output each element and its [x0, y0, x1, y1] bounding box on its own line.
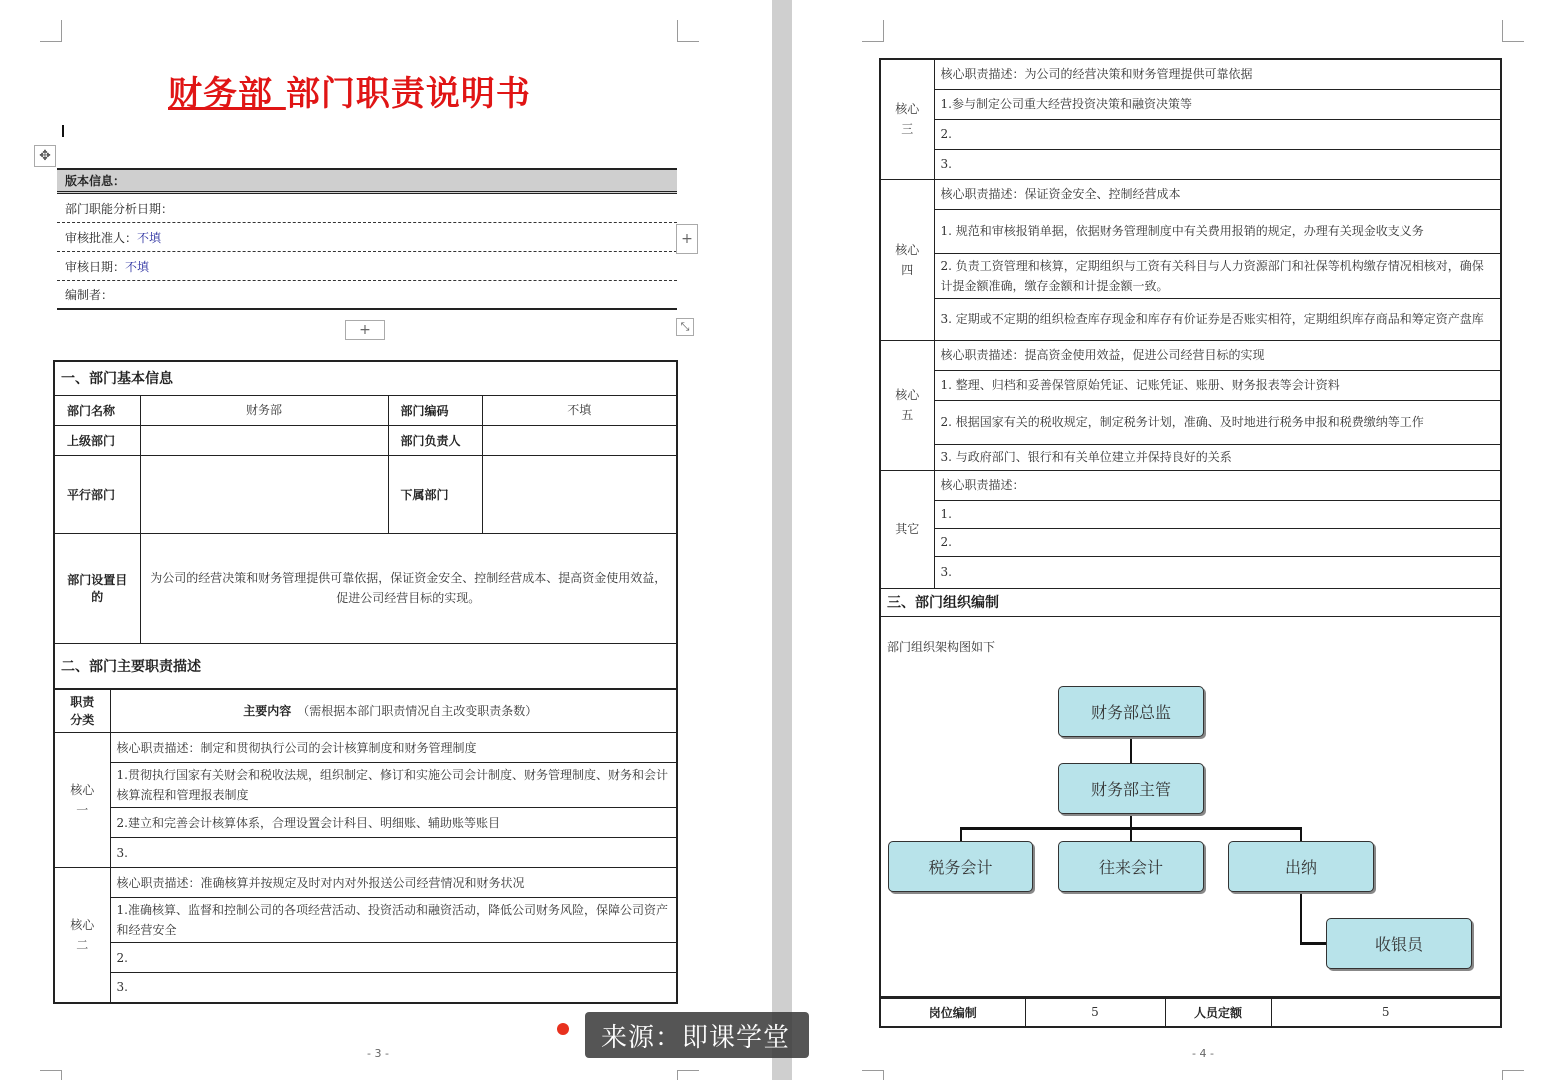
page-number: - 3 -	[367, 1047, 389, 1060]
org-connector	[1300, 827, 1302, 841]
other-item[interactable]: 1.	[934, 500, 1501, 528]
core4-label: 核心四	[880, 179, 934, 340]
crop-mark	[1502, 1070, 1524, 1080]
core1-label: 核心一	[54, 733, 110, 868]
org-connector	[1130, 737, 1132, 764]
org-connector	[1130, 814, 1132, 828]
approver-value[interactable]: 不填	[137, 230, 162, 245]
other-item[interactable]: 3.	[934, 556, 1501, 588]
other-item[interactable]: 2.	[934, 528, 1501, 556]
record-dot-icon	[557, 1023, 569, 1035]
page-number: - 4 -	[1192, 1047, 1214, 1060]
core5-item[interactable]: 2. 根据国家有关的税收规定，制定税务计划，准确、及时地进行税务申报和税费缴纳等工作	[934, 400, 1501, 444]
add-row-plus-icon[interactable]: +	[345, 320, 385, 340]
org-connector	[1300, 942, 1326, 945]
headcount-table	[879, 996, 1502, 1028]
dept-code-label: 部门编码	[388, 395, 482, 425]
crop-mark	[677, 1070, 699, 1080]
page-3	[0, 0, 772, 1080]
core3-item[interactable]: 3.	[934, 149, 1501, 179]
dept-code-value[interactable]: 不填	[482, 395, 677, 425]
duty-category-label: 职责分类	[54, 689, 110, 733]
core3-item[interactable]: 2.	[934, 119, 1501, 149]
other-desc[interactable]: 核心职责描述：	[934, 470, 1501, 500]
core2-item[interactable]: 1.准确核算、监督和控制公司的各项经营活动、投资活动和融资活动，降低公司财务风险，保障公司资产和经营安全	[110, 898, 677, 943]
headcount-value[interactable]: 5	[1025, 997, 1165, 1027]
org-connector	[960, 827, 962, 841]
purpose-value[interactable]: 为公司的经营决策和财务管理提供可靠依据，保证资金安全、控制经营成本、提高资金使用效益，促进公司经营目标的实现。	[140, 533, 677, 643]
org-node-director[interactable]: 财务部总监	[1058, 686, 1204, 737]
core1-item[interactable]: 3.	[110, 838, 677, 868]
core2-item[interactable]: 3.	[110, 973, 677, 1003]
core4-item[interactable]: 2. 负责工资管理和核算，定期组织与工资有关科目与人力资源部门和社保等机构缴存情况相核对，确保计提金额准确，缴存金额和计提金额一致。	[934, 253, 1501, 298]
org-node-tax-accountant[interactable]: 税务会计	[888, 841, 1033, 892]
approver-label: 审核批准人：	[65, 230, 138, 245]
org-node-supervisor[interactable]: 财务部主管	[1058, 763, 1204, 814]
org-node-cashier[interactable]: 出纳	[1228, 841, 1374, 892]
crop-mark	[1502, 20, 1524, 42]
table-move-handle-icon[interactable]: ✥	[34, 145, 56, 167]
parent-dept-label: 上级部门	[54, 425, 140, 455]
core5-item[interactable]: 3. 与政府部门、银行和有关单位建立并保持良好的关系	[934, 444, 1501, 470]
crop-mark	[677, 20, 699, 42]
document-title	[168, 66, 531, 115]
other-label: 其它	[880, 470, 934, 588]
core1-item[interactable]: 1.贯彻执行国家有关财会和税收法规，组织制定、修订和实施公司会计制度、财务管理制度、财务和会计核算流程和管理报表制度	[110, 763, 677, 808]
core2-desc[interactable]: 核心职责描述：准确核算并按规定及时对内对外报送公司经营情况和财务状况	[110, 868, 677, 898]
org-node-ar-accountant[interactable]: 往来会计	[1058, 841, 1204, 892]
dept-name-value[interactable]: 财务部	[140, 395, 388, 425]
version-info-table	[57, 168, 677, 310]
core5-item[interactable]: 1. 整理、归档和妥善保管原始凭证、记账凭证、账册、财务报表等会计资料	[934, 370, 1501, 400]
org-node-teller[interactable]: 收银员	[1326, 918, 1472, 969]
dept-head-value[interactable]	[482, 425, 677, 455]
core4-desc[interactable]: 核心职责描述：保证资金安全、控制经营成本	[934, 179, 1501, 209]
peer-dept-label: 平行部门	[54, 455, 140, 533]
version-header: 版本信息：	[65, 174, 126, 188]
core2-item[interactable]: 2.	[110, 943, 677, 973]
org-intro: 部门组织架构图如下	[887, 639, 996, 654]
purpose-label: 部门设置目的	[54, 533, 140, 643]
peer-dept-value[interactable]	[140, 455, 388, 533]
main-content-label: 主要内容	[243, 703, 292, 718]
crop-mark	[862, 1070, 884, 1080]
review-date-label: 审核日期：	[65, 259, 126, 274]
duties-table	[53, 688, 678, 1004]
add-column-plus-icon[interactable]: +	[676, 224, 698, 254]
dept-name-label: 部门名称	[54, 395, 140, 425]
core1-item[interactable]: 2.建立和完善会计核算体系，合理设置会计科目、明细账、辅助账等账目	[110, 808, 677, 838]
author-label[interactable]: 编制者：	[65, 288, 114, 302]
table-resize-icon[interactable]: ⤡	[676, 318, 694, 336]
core5-desc[interactable]: 核心职责描述：提高资金使用效益，促进公司经营目标的实现	[934, 340, 1501, 370]
title-main: 部门职责说明书	[285, 74, 531, 114]
section2-title: 二、部门主要职责描述	[54, 643, 677, 689]
department-info-table	[53, 360, 678, 690]
review-date-value[interactable]: 不填	[125, 259, 150, 274]
text-cursor	[62, 125, 64, 137]
core3-label: 核心三	[880, 59, 934, 179]
core3-item[interactable]: 1.参与制定公司重大经营投资决策和融资决策等	[934, 89, 1501, 119]
crop-mark	[40, 20, 62, 42]
sub-dept-label: 下属部门	[388, 455, 482, 533]
org-connector	[1130, 827, 1132, 841]
parent-dept-value[interactable]	[140, 425, 388, 455]
crop-mark	[40, 1070, 62, 1080]
core3-desc[interactable]: 核心职责描述：为公司的经营决策和财务管理提供可靠依据	[934, 59, 1501, 89]
crop-mark	[862, 20, 884, 42]
section1-title: 一、部门基本信息	[54, 361, 677, 395]
source-watermark: 来源：即课学堂	[585, 1012, 809, 1058]
staff-label: 人员定额	[1165, 997, 1271, 1027]
org-connector	[1300, 892, 1302, 944]
core1-desc[interactable]: 核心职责描述：制定和贯彻执行公司的会计核算制度和财务管理制度	[110, 733, 677, 763]
headcount-label: 岗位编制	[880, 997, 1025, 1027]
core4-item[interactable]: 3. 定期或不定期的组织检查库存现金和库存有价证券是否账实相符，定期组织库存商品和筹定资产盘库	[934, 298, 1501, 340]
core2-label: 核心二	[54, 868, 110, 1003]
core4-item[interactable]: 1. 规范和审核报销单据，依据财务管理制度中有关费用报销的规定，办理有关现金收支义务	[934, 209, 1501, 253]
core5-label: 核心五	[880, 340, 934, 470]
title-department: 财务部	[168, 74, 273, 114]
main-content-note: （需根据本部门职责情况自主改变职责条数）	[297, 703, 538, 718]
staff-value[interactable]: 5	[1271, 997, 1501, 1027]
page-gutter	[772, 0, 792, 1080]
analysis-date-label[interactable]: 部门职能分析日期：	[65, 201, 174, 216]
section3-title: 三、部门组织编制	[880, 588, 1501, 616]
sub-dept-value[interactable]	[482, 455, 677, 533]
dept-head-label: 部门负责人	[388, 425, 482, 455]
